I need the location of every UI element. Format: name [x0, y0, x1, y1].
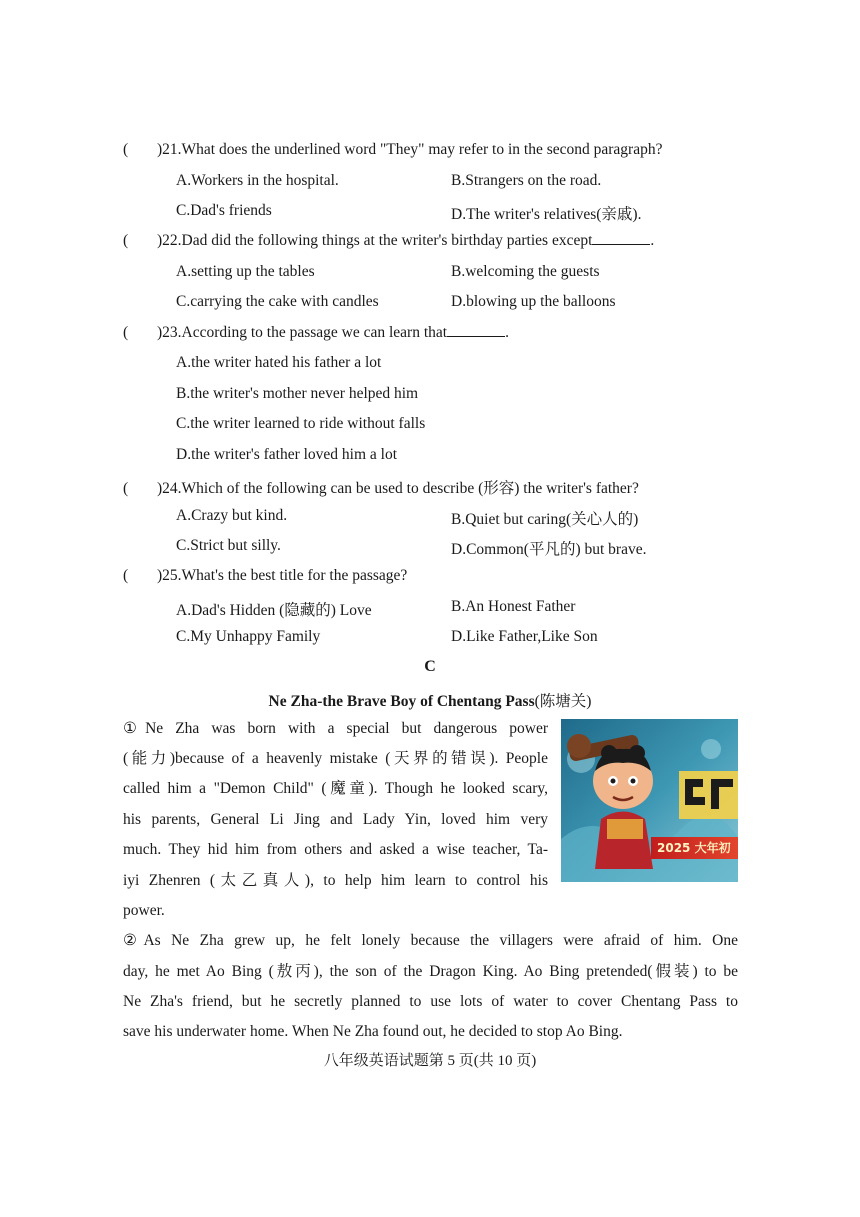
option-c: C.Dad's friends [176, 202, 272, 219]
answer-bracket[interactable]: ( [123, 324, 129, 341]
paragraph-2-line: ②As Ne Zha grew up, he felt lonely because the villagers were afraid of him. One [123, 932, 738, 949]
option-b: B.the writer's mother never helped him [176, 385, 419, 402]
option-b: B.Quiet but caring(关心人的) [451, 511, 639, 528]
paragraph-1-line: ①Ne Zha was born with a special but dangerous power [123, 720, 548, 737]
option-a: A.the writer hated his father a lot [176, 354, 382, 371]
question-text: According to the passage we can learn that [181, 324, 448, 341]
answer-bracket[interactable]: ( [123, 141, 129, 158]
answer-blank[interactable] [592, 232, 650, 245]
option-d: D.Common(平凡的) but brave. [451, 541, 647, 558]
question-23: ( )23.According to the passage we can learn that . [123, 324, 509, 341]
ne-zha-movie-poster [561, 719, 738, 882]
option-d: D.the writer's father loved him a lot [176, 446, 398, 463]
story-title: Ne Zha-the Brave Boy of Chentang Pass(陈塘关) [268, 693, 592, 710]
question-22: ( )22.Dad did the following things at the writer's birthday parties except . [123, 232, 655, 249]
option-c: C.Strict but silly. [176, 537, 281, 554]
answer-blank[interactable] [447, 324, 505, 337]
option-b: B.Strangers on the road. [451, 172, 602, 189]
option-b: B.welcoming the guests [451, 263, 600, 280]
question-text: What does the underlined word "They" may refer to in the second paragraph? [181, 141, 663, 158]
paragraph-1-line: power. [123, 902, 165, 919]
question-number: 21. [162, 141, 182, 158]
option-a: A.Dad's Hidden (隐藏的) Love [176, 602, 372, 619]
question-text: Dad did the following things at the writer's birthday parties except [181, 232, 593, 249]
option-d: D.Like Father,Like Son [451, 628, 598, 645]
option-c: C.the writer learned to ride without falls [176, 415, 426, 432]
paragraph-1-line: called him a "Demon Child" (魔童). Though he looked scary, [123, 780, 548, 797]
paragraph-1-line: iyi Zhenren (太乙真人), to help him learn to control his [123, 872, 548, 889]
answer-bracket[interactable]: ( [123, 567, 129, 584]
section-letter: C [424, 658, 436, 675]
option-c: C.My Unhappy Family [176, 628, 321, 645]
question-24: ( )24.Which of the following can be used to describe (形容) the writer's father? [123, 480, 639, 497]
paragraph-2-line: save his underwater home. When Ne Zha found out, he decided to stop Ao Bing. [123, 1023, 623, 1040]
poster-date-text: 2025 大年初 [657, 841, 731, 855]
paragraph-2-line: Ne Zha's friend, but he secretly planned to use lots of water to cover Chentang Pass to [123, 993, 738, 1010]
option-a: A.setting up the tables [176, 263, 315, 280]
question-25: ( )25.What's the best title for the passage? [123, 567, 408, 584]
paragraph-1-line: (能力)because of a heavenly mistake (天界的错误). People [123, 750, 548, 767]
answer-bracket[interactable]: ( [123, 480, 129, 497]
paragraph-1-line: much. They hid him from others and asked a wise teacher, Ta- [123, 841, 548, 858]
question-21: ( )21.What does the underlined word "They" may refer to in the second paragraph? [123, 141, 663, 158]
question-number: 23. [162, 324, 182, 341]
question-number: 22. [162, 232, 182, 249]
page-footer: 八年级英语试题第 5 页(共 10 页) [323, 1053, 537, 1069]
question-text: Which of the following can be used to describe (形容) the writer's father? [181, 480, 639, 497]
option-d: D.blowing up the balloons [451, 293, 616, 310]
question-text: What's the best title for the passage? [181, 567, 408, 584]
question-number: 24. [162, 480, 182, 497]
answer-bracket[interactable]: ( [123, 232, 129, 249]
option-c: C.carrying the cake with candles [176, 293, 379, 310]
option-b: B.An Honest Father [451, 598, 576, 615]
question-number: 25. [162, 567, 182, 584]
option-d: D.The writer's relatives(亲戚). [451, 206, 642, 223]
paragraph-2-line: day, he met Ao Bing (敖丙), the son of the Dragon King. Ao Bing pretended(假装) to be [123, 963, 738, 980]
option-a: A.Workers in the hospital. [176, 172, 339, 189]
option-a: A.Crazy but kind. [176, 507, 288, 524]
paragraph-1-line: his parents, General Li Jing and Lady Yin, loved him very [123, 811, 548, 828]
